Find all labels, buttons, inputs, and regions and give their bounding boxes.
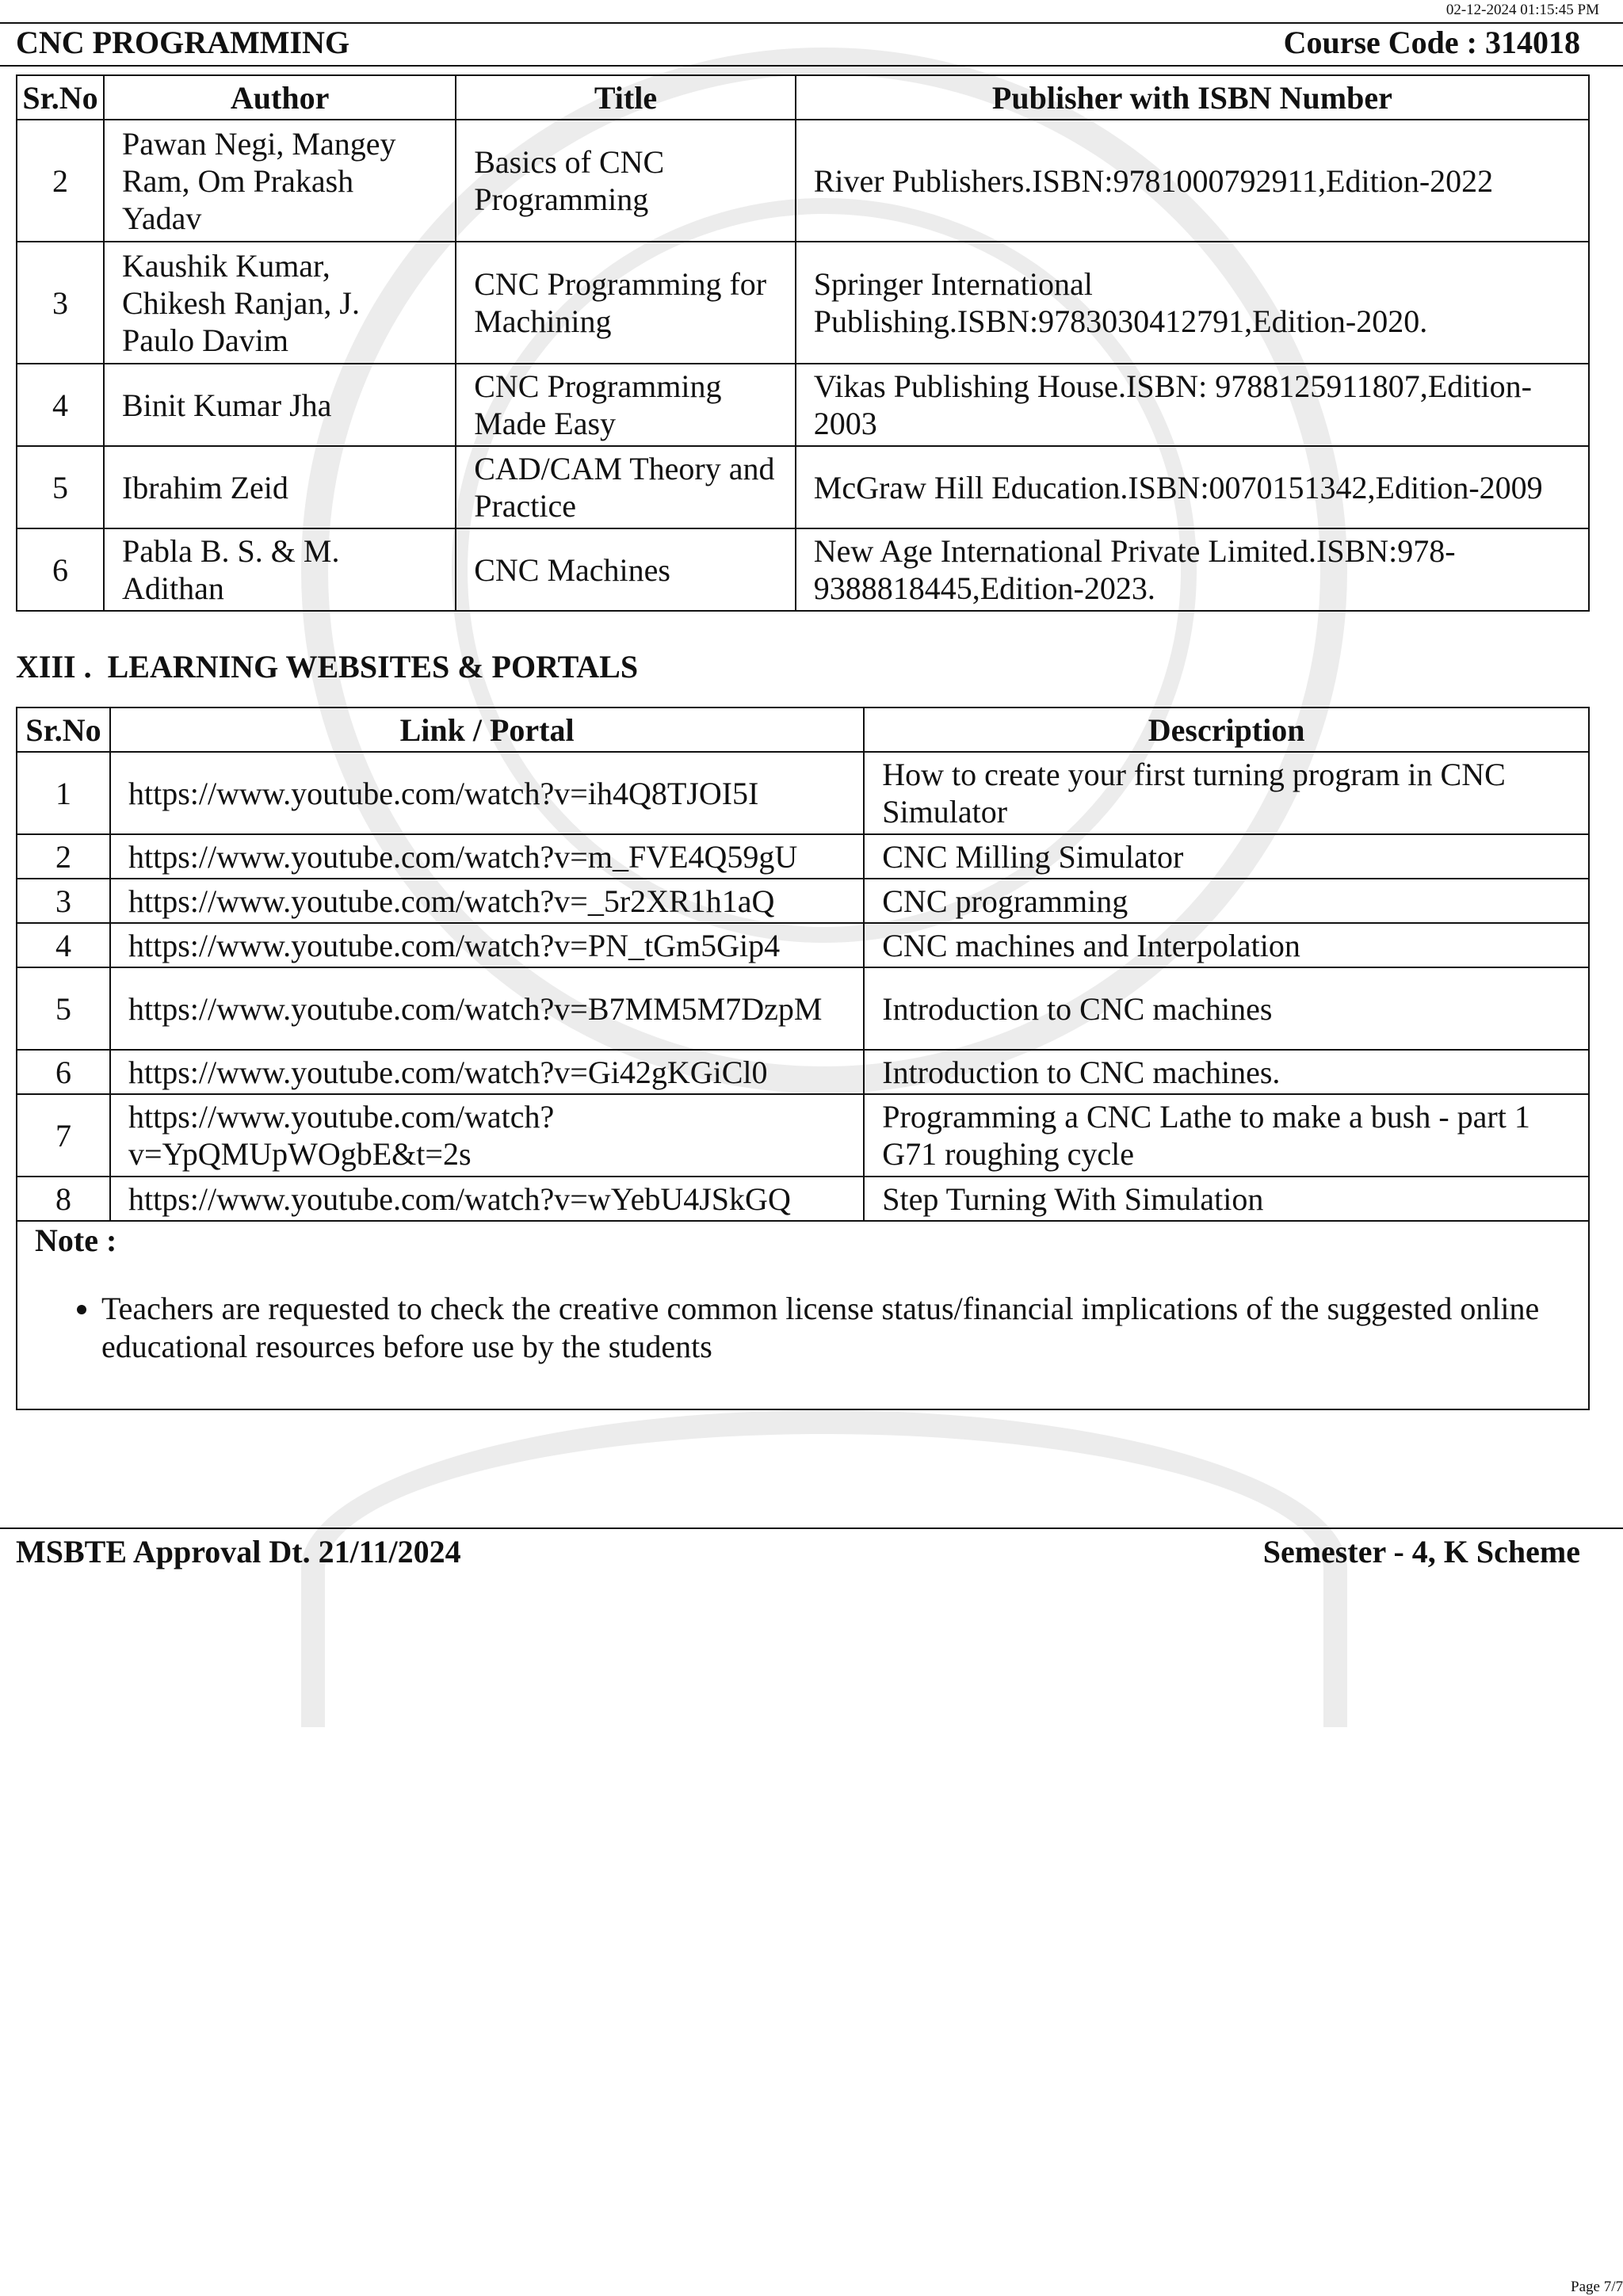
sr-no-cell: 7: [17, 1094, 110, 1177]
course-name: CNC PROGRAMMING: [16, 25, 350, 60]
column-header: Author: [104, 75, 456, 120]
table-row: [17, 834, 1589, 879]
link-cell[interactable]: https://www.youtube.com/watch?v=wYebU4JSkGQ: [110, 1177, 864, 1221]
title-cell: CNC Programming Made Easy: [456, 364, 796, 446]
table-row: [17, 967, 1589, 1050]
sr-no-cell: 3: [17, 242, 104, 364]
section-heading: [16, 648, 638, 685]
column-header: Publisher with ISBN Number: [796, 75, 1589, 120]
column-header: Sr.No: [17, 75, 104, 120]
sr-no-cell: 2: [17, 120, 104, 242]
approval-date: MSBTE Approval Dt. 21/11/2024: [16, 1534, 461, 1569]
table-row: [17, 242, 1589, 364]
semester-scheme: Semester - 4, K Scheme: [1262, 1534, 1580, 1569]
note-item: • Teachers are requested to check the creative common license status/financial implications of the suggested online educational resources before use by the students: [101, 1290, 1607, 1366]
sr-no-cell: 6: [17, 528, 104, 611]
table-row: [17, 1050, 1589, 1094]
reference-books-table: [16, 74, 1590, 612]
table-row: [17, 446, 1589, 528]
sr-no-cell: 5: [17, 446, 104, 528]
link-cell[interactable]: https://www.youtube.com/watch?v=_5r2XR1h1aQ: [110, 879, 864, 923]
sr-no-cell: 2: [17, 834, 110, 879]
sr-no-cell: 8: [17, 1177, 110, 1221]
sr-no-cell: 4: [17, 923, 110, 967]
link-cell[interactable]: https://www.youtube.com/watch?v=B7MM5M7DzpM: [110, 967, 864, 1050]
author-cell: Pabla B. S. & M. Adithan: [104, 528, 456, 611]
table-row: [17, 1094, 1589, 1177]
author-cell: Pawan Negi, Mangey Ram, Om Prakash Yadav: [104, 120, 456, 242]
header-bottom-rule: [0, 65, 1623, 67]
author-cell: Binit Kumar Jha: [104, 364, 456, 446]
title-cell: CNC Machines: [456, 528, 796, 611]
table-row: [17, 528, 1589, 611]
section-number: XIII .: [16, 649, 92, 685]
table-header-row: [17, 75, 1589, 120]
title-cell: CNC Programming for Machining: [456, 242, 796, 364]
table-row: [17, 923, 1589, 967]
author-cell: Kaushik Kumar, Chikesh Ranjan, J. Paulo Davim: [104, 242, 456, 364]
table-row: [17, 120, 1589, 242]
link-cell[interactable]: https://www.youtube.com/watch?v=m_FVE4Q59gU: [110, 834, 864, 879]
link-cell[interactable]: https://www.youtube.com/watch?v=YpQMUpWOgbE&t=2s: [110, 1094, 864, 1177]
publisher-cell: Vikas Publishing House.ISBN: 9788125911807,Edition-2003: [796, 364, 1589, 446]
note-list: [57, 1290, 1607, 1366]
description-cell: Introduction to CNC machines: [864, 967, 1589, 1050]
link-cell[interactable]: https://www.youtube.com/watch?v=Gi42gKGiCl0: [110, 1050, 864, 1094]
publisher-cell: McGraw Hill Education.ISBN:0070151342,Edition-2009: [796, 446, 1589, 528]
sr-no-cell: 3: [17, 879, 110, 923]
description-cell: Programming a CNC Lathe to make a bush - part 1 G71 roughing cycle: [864, 1094, 1589, 1177]
footer-top-rule: [0, 1527, 1623, 1529]
table-row: [17, 752, 1589, 834]
publisher-cell: River Publishers.ISBN:9781000792911,Edition-2022: [796, 120, 1589, 242]
column-header: Sr.No: [17, 707, 110, 752]
print-timestamp: 02-12-2024 01:15:45 PM: [1445, 2, 1599, 18]
sr-no-cell: 4: [17, 364, 104, 446]
description-cell: How to create your first turning program in CNC Simulator: [864, 752, 1589, 834]
link-cell[interactable]: https://www.youtube.com/watch?v=ih4Q8TJOI5I: [110, 752, 864, 834]
description-cell: CNC programming: [864, 879, 1589, 923]
title-cell: CAD/CAM Theory and Practice: [456, 446, 796, 528]
section-title: LEARNING WEBSITES & PORTALS: [107, 649, 639, 685]
description-cell: CNC machines and Interpolation: [864, 923, 1589, 967]
column-header: Link / Portal: [110, 707, 864, 752]
title-cell: Basics of CNC Programming: [456, 120, 796, 242]
table-header-row: [17, 707, 1589, 752]
description-cell: CNC Milling Simulator: [864, 834, 1589, 879]
note-box: [16, 1217, 1590, 1410]
table-row: [17, 879, 1589, 923]
learning-websites-table: [16, 707, 1590, 1222]
author-cell: Ibrahim Zeid: [104, 446, 456, 528]
course-code: Course Code : 314018: [1283, 25, 1580, 60]
description-cell: Step Turning With Simulation: [864, 1177, 1589, 1221]
description-cell: Introduction to CNC machines.: [864, 1050, 1589, 1094]
link-cell[interactable]: https://www.youtube.com/watch?v=PN_tGm5Gip4: [110, 923, 864, 967]
column-header: Title: [456, 75, 796, 120]
sr-no-cell: 5: [17, 967, 110, 1050]
sr-no-cell: 6: [17, 1050, 110, 1094]
sr-no-cell: 1: [17, 752, 110, 834]
table-row: [17, 364, 1589, 446]
column-header: Description: [864, 707, 1589, 752]
publisher-cell: Springer International Publishing.ISBN:9783030412791,Edition-2020.: [796, 242, 1589, 364]
note-title: Note :: [35, 1222, 117, 1258]
page-number: Page 7/7: [1571, 2279, 1623, 2295]
table-row: [17, 1177, 1589, 1221]
publisher-cell: New Age International Private Limited.ISBN:978-9388818445,Edition-2023.: [796, 528, 1589, 611]
